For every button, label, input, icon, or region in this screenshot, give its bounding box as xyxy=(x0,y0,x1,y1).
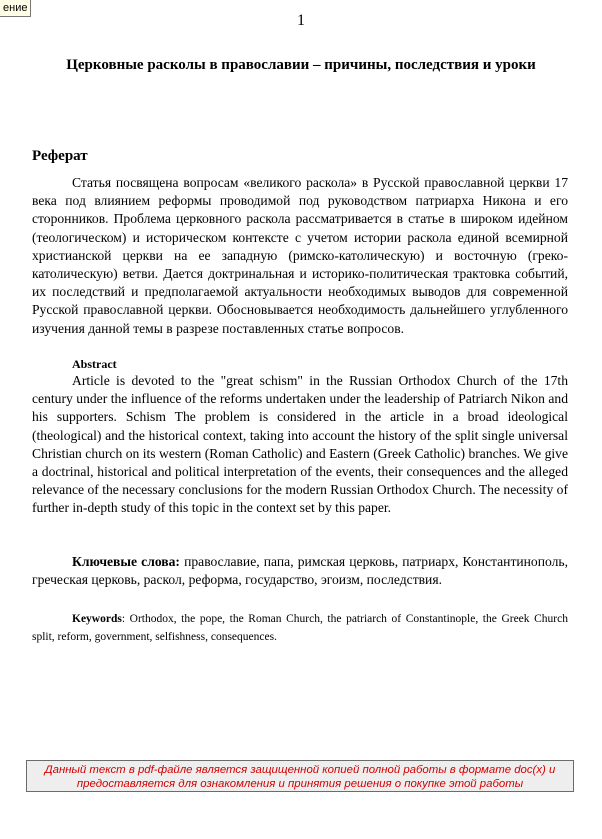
keywords-en-text: : Orthodox, the pope, the Roman Church, the patriarch of Constantinople, the Greek Church split, reform, government, selfishness, consequences. xyxy=(32,613,568,643)
document-title: Церковные расколы в православии – причины, последствия и уроки xyxy=(66,57,536,73)
abstract-paragraph: Article is devoted to the "great schism" in the Russian Orthodox Church of the 17th century under the influence of the reforms undertaken under the leadership of Patriarch Nikon and his supporters. Schism The problem is considered in the article in a broad ideological (theological) and the historical context, taking into account the history of the split single universal Christian church on its western (Roman Catholic) and Eastern (Greek Catholic) branches. We give a doctrinal, historical and political interpretation of the events, their consequences and the alleged relevance of the necessary conclusions for the modern Russian Orthodox Church. The necessity of further in-depth study of this topic in the context set by this paper. xyxy=(32,373,568,516)
abstract-heading: Abstract xyxy=(72,357,117,371)
keywords-ru-text: православие, папа, римская церковь, патриарх, Константинополь, греческая церковь, раскол, реформа, государство, эгоизм, последствия. xyxy=(32,554,568,588)
keywords-en-label: Keywords xyxy=(72,613,122,625)
tooltip-fragment: ение xyxy=(0,0,31,17)
keywords-en-paragraph xyxy=(32,610,568,646)
page-number: 1 xyxy=(297,12,305,29)
keywords-ru-paragraph xyxy=(32,553,568,589)
referat-paragraph: Статья посвящена вопросам «великого раскола» в Русской православной церкви 17 века под влиянием реформы проводимой под руководством патриарха Никона и его сторонников. Проблема церковного раскола рассматривается в статье в широком идейном (теологическом) и историческом контексте с учетом истории раскола единой всемирной христианской церкви на ее западную (римско-католическую) и восточную (греко-католическую) ветви. Дается доктринальная и историко-политическая трактовка событий, их последствий и предполагаемой актуальности необходимых выводов для современной Русской православной церкви. Обосновывается необходимость дальнейшего углубленного изучения данной темы в разрезе поставленных статье вопросов. xyxy=(32,175,568,336)
keywords-ru-label: Ключевые слова: xyxy=(72,554,180,569)
protected-copy-notice: Данный текст в pdf-файле является защищенной копией полной работы в формате doc(x) и предоставляется для ознакомления и принятия решения о покупке этой работы xyxy=(26,760,574,792)
referat-heading: Реферат xyxy=(32,148,88,164)
